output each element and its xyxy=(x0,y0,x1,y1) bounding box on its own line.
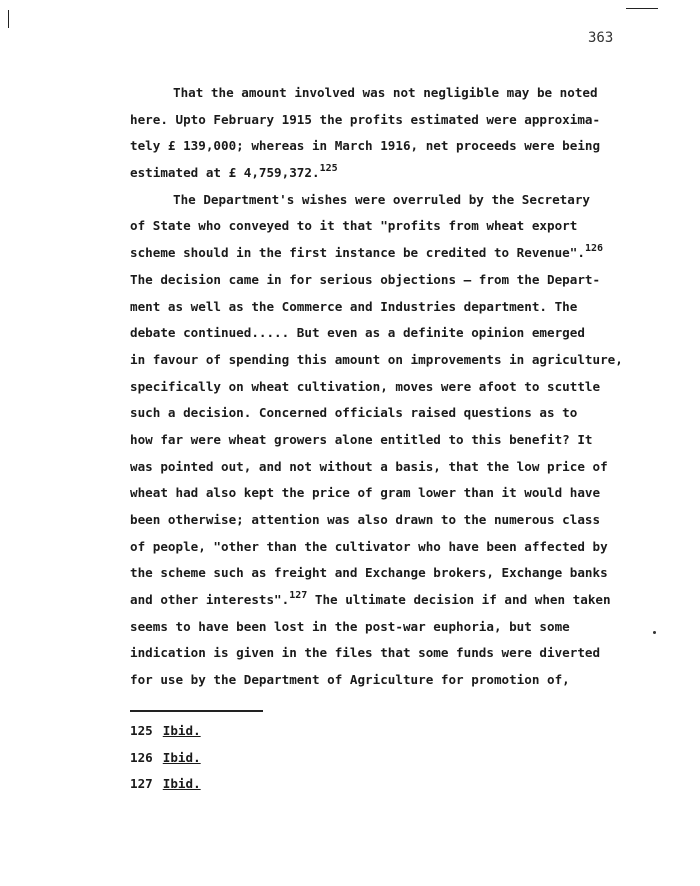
text-line: of people, "other than the cultivator who have been affected by xyxy=(130,538,608,554)
body-text xyxy=(130,80,650,694)
text-line-part: The ultimate decision if and when taken xyxy=(307,592,611,608)
footnote-ref: Ibid. xyxy=(162,776,201,792)
text-line: was pointed out, and not without a basis, that the low price of xyxy=(130,458,608,474)
footnote-separator xyxy=(130,710,263,712)
text-line: tely £ 139,000; whereas in March 1916, net proceeds were being xyxy=(130,138,601,154)
text-line: That the amount involved was not negligible may be noted xyxy=(173,85,598,100)
footnote-number: 127 xyxy=(130,776,153,792)
text-line: of State who conveyed to it that "profits from wheat export xyxy=(130,218,578,234)
text-line-part: and other interests". xyxy=(130,592,290,608)
text-line xyxy=(130,160,650,187)
text-line-part: estimated at £ 4,759,372. xyxy=(130,165,320,181)
text-line: indication is given in the files that some funds were diverted xyxy=(130,645,601,661)
text-line: the scheme such as freight and Exchange brokers, Exchange banks xyxy=(130,565,608,581)
text-line: such a decision. Concerned officials raised questions as to xyxy=(130,405,578,421)
footnote-marker: 126 xyxy=(584,243,603,255)
text-line: The decision came in for serious objections — from the Depart- xyxy=(130,271,601,287)
text-line-part: scheme should in the first instance be credited to Revenue". xyxy=(130,245,585,261)
footnote xyxy=(130,718,201,745)
text-line xyxy=(130,240,650,267)
margin-mark xyxy=(8,10,9,28)
text-line: here. Upto February 1915 the profits estimated were approxima- xyxy=(130,111,601,127)
text-line: how far were wheat growers alone entitled to this benefit? It xyxy=(130,431,593,447)
footnote-ref: Ibid. xyxy=(162,723,201,738)
text-line xyxy=(130,587,650,614)
text-line: specifically on wheat cultivation, moves were afoot to scuttle xyxy=(130,378,601,394)
text-line: in favour of spending this amount on improvements in agriculture, xyxy=(130,351,623,367)
footnote-ref: Ibid. xyxy=(162,749,201,765)
page-number: 363 xyxy=(588,30,614,46)
footnote-marker: 125 xyxy=(319,163,338,175)
stray-mark xyxy=(653,631,656,634)
text-line: ment as well as the Commerce and Industries department. The xyxy=(130,298,578,314)
text-line: wheat had also kept the price of gram lower than it would have xyxy=(130,485,601,501)
text-line: been otherwise; attention was also drawn to the numerous class xyxy=(130,512,601,527)
footnote xyxy=(130,745,201,772)
footnote xyxy=(130,771,201,798)
text-line: seems to have been lost in the post-war euphoria, but some xyxy=(130,618,570,634)
footnote-marker: 127 xyxy=(289,590,308,602)
footnote-number: 125 xyxy=(130,723,153,738)
top-rule xyxy=(626,8,658,9)
text-line: debate continued..... But even as a definite opinion emerged xyxy=(130,325,585,341)
text-line: for use by the Department of Agriculture for promotion of, xyxy=(130,672,570,688)
footnote-number: 126 xyxy=(130,749,153,765)
footnotes xyxy=(130,718,201,798)
text-line: The Department's wishes were overruled by the Secretary xyxy=(173,191,591,207)
